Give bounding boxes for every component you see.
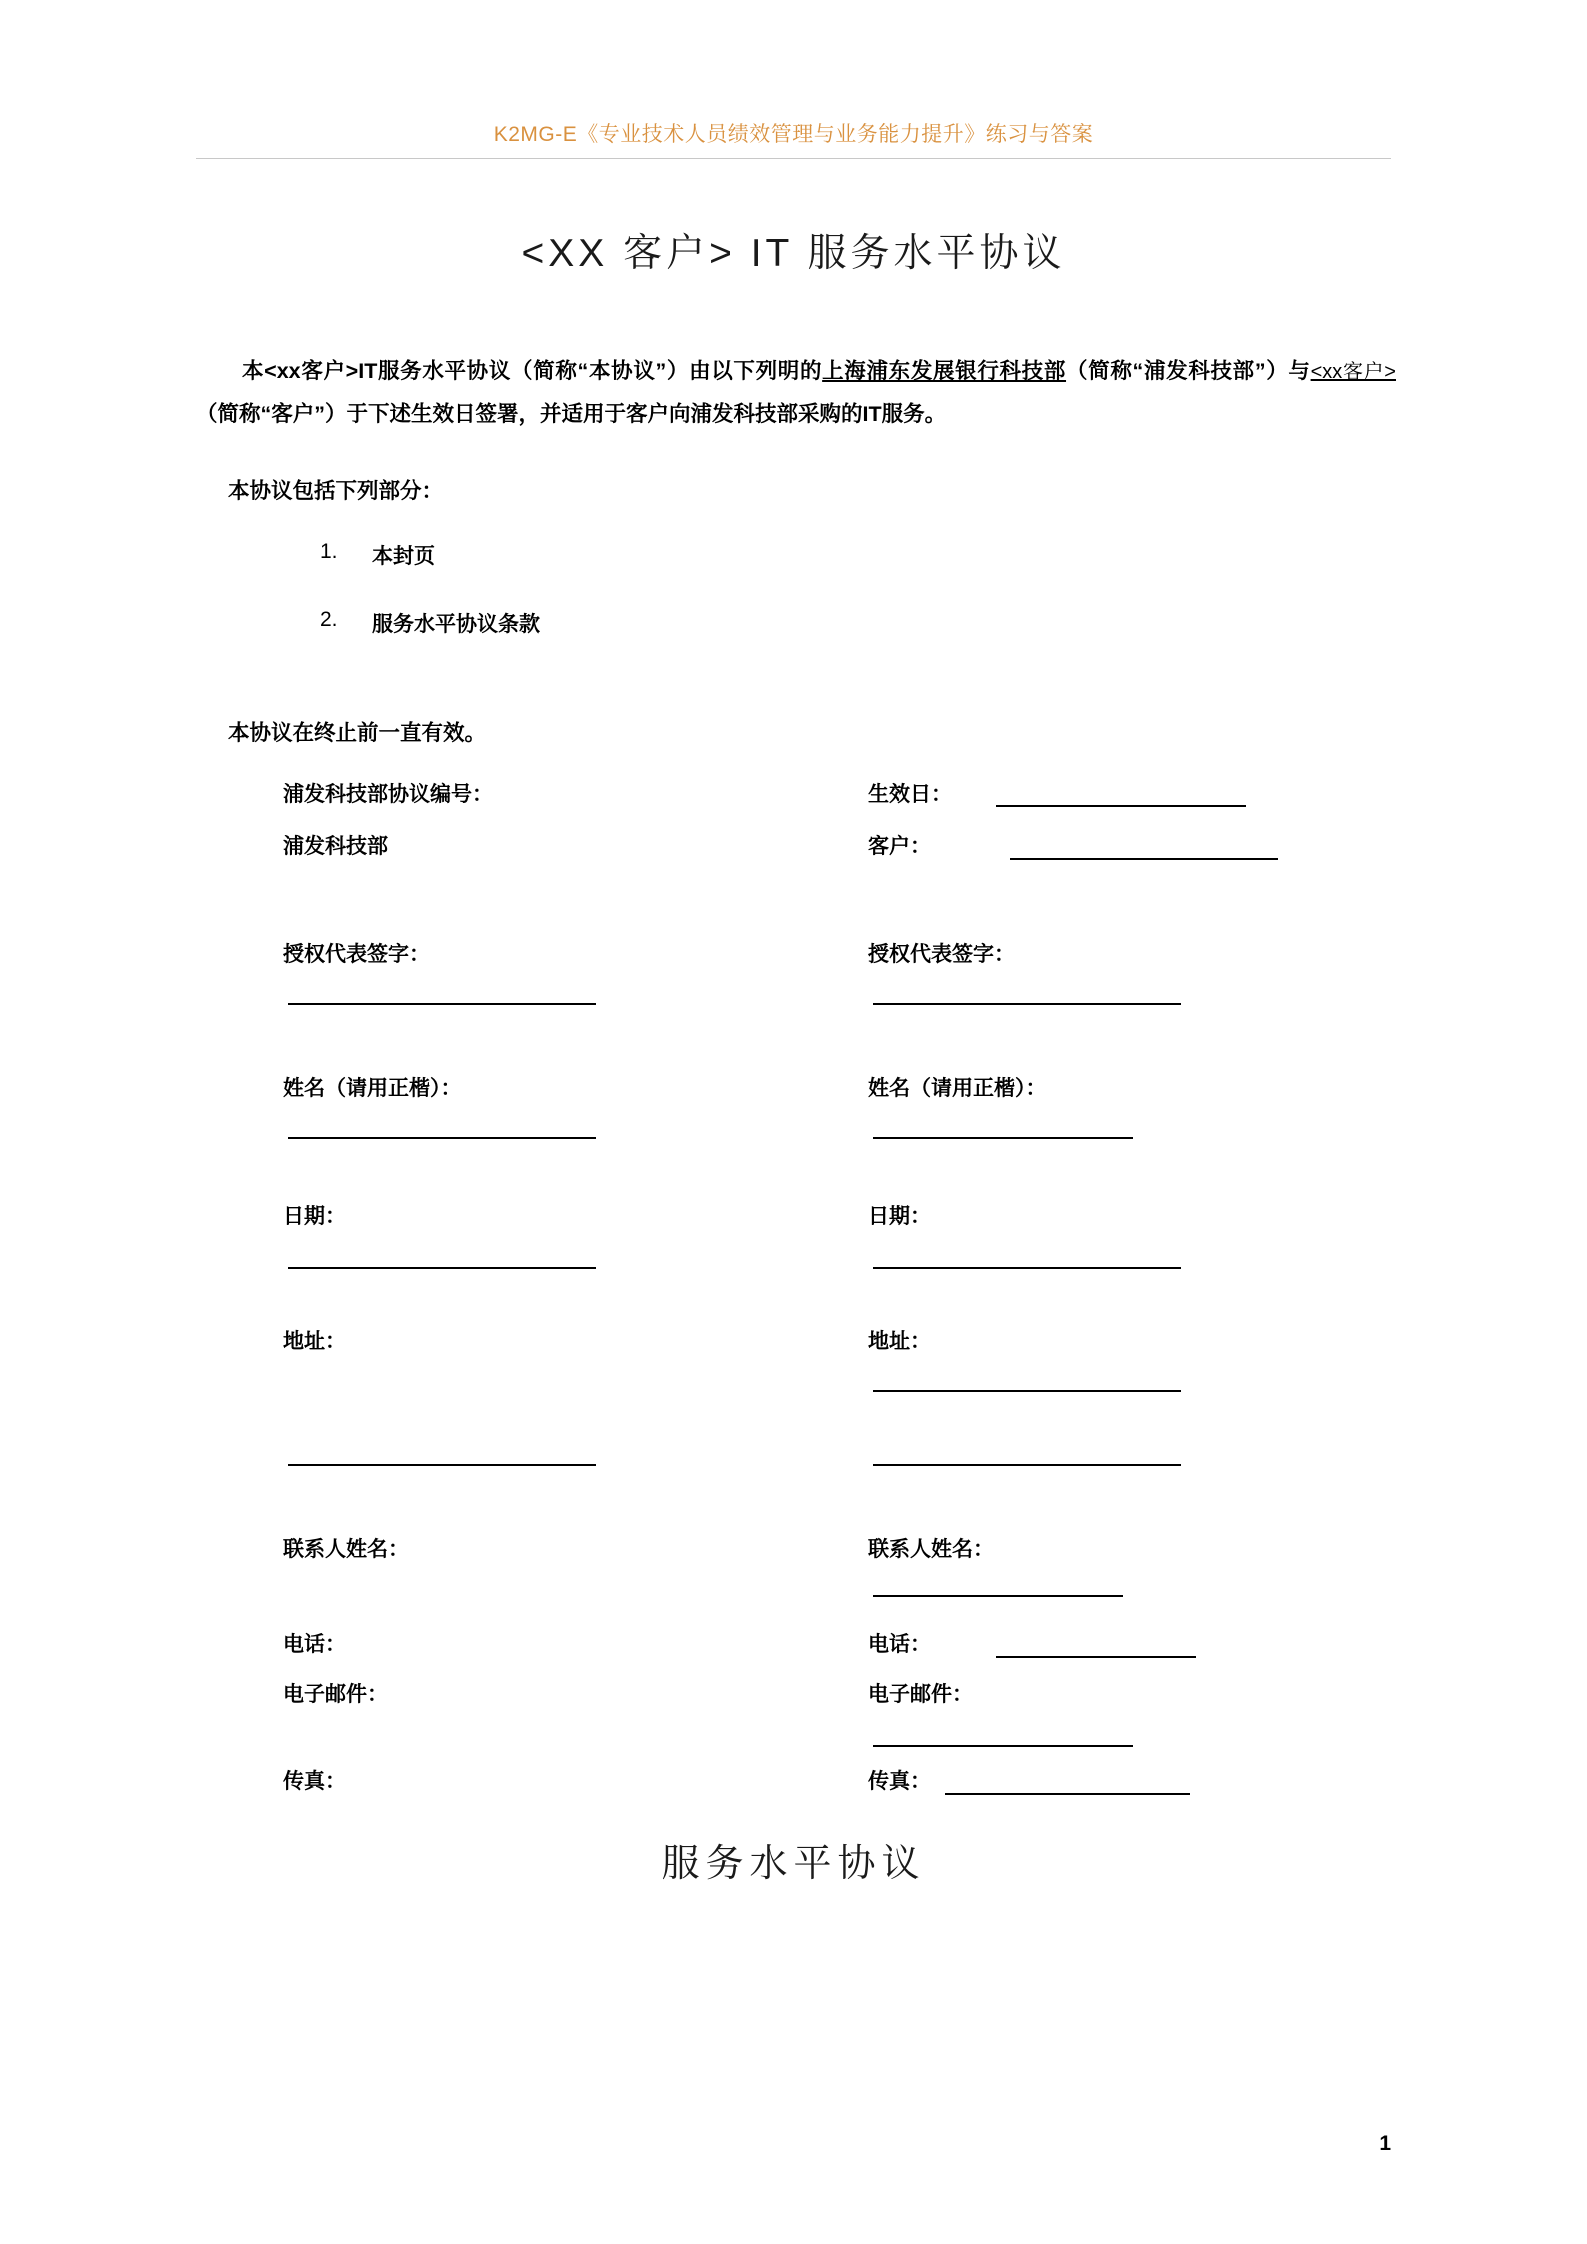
header-divider [196, 158, 1391, 159]
field-right-name-label: 姓名（请用正楷）： [868, 1077, 1047, 1100]
field-right-signature-line[interactable] [873, 1003, 1181, 1005]
field-right-fax-label: 传真： [868, 1770, 931, 1793]
field-left-fax-label: 传真： [283, 1770, 346, 1793]
field-left-contact-name-label: 联系人姓名： [283, 1538, 409, 1561]
field-right-phone-line[interactable] [996, 1656, 1196, 1658]
field-right-fax-line[interactable] [945, 1793, 1190, 1795]
field-left-signature-line[interactable] [288, 1003, 596, 1005]
document-header [196, 118, 1391, 148]
intro-text-2: （简称“浦发科技部”）与 [1066, 359, 1311, 383]
field-party-label: 浦发科技部 [283, 835, 388, 858]
field-customer-line[interactable] [1010, 858, 1278, 860]
footer-title: 服务水平协议 [661, 1843, 926, 1885]
field-right-email-line[interactable] [873, 1745, 1133, 1747]
field-right-address-label: 地址： [868, 1330, 931, 1353]
field-agreement-number-label: 浦发科技部协议编号： [283, 783, 493, 806]
field-right-address-line-2[interactable] [873, 1464, 1181, 1466]
list-item-2-number: 2. [320, 608, 338, 631]
validity-statement: 本协议在终止前一直有效。 [228, 721, 487, 745]
field-effective-date-line[interactable] [996, 805, 1246, 807]
field-right-date-label: 日期： [868, 1205, 931, 1228]
field-left-phone-label: 电话： [283, 1633, 346, 1656]
intro-paragraph [196, 350, 1396, 435]
intro-text-3: （简称“客户”）于下述生效日签署，并适用于客户向浦发科技部采购的IT服务。 [196, 402, 947, 426]
field-left-date-label: 日期： [283, 1205, 346, 1228]
field-right-phone-label: 电话： [868, 1633, 931, 1656]
list-item-1-number: 1. [320, 540, 338, 563]
bank-name: 上海浦东发展银行科技部 [822, 359, 1067, 383]
field-left-date-line[interactable] [288, 1267, 596, 1269]
field-right-contact-name-line[interactable] [873, 1595, 1123, 1597]
list-item-1-label: 本封页 [372, 545, 435, 568]
field-left-name-line[interactable] [288, 1137, 596, 1139]
intro-text-1: 本<xx客户>IT服务水平协议（简称“本协议”）由以下列明的 [242, 359, 823, 383]
field-left-email-label: 电子邮件： [283, 1683, 388, 1706]
field-left-address-label: 地址： [283, 1330, 346, 1353]
field-right-signature-label: 授权代表签字： [868, 943, 1015, 966]
field-right-name-line[interactable] [873, 1137, 1133, 1139]
field-right-address-line-1[interactable] [873, 1390, 1181, 1392]
field-left-address-line[interactable] [288, 1464, 596, 1466]
header-title: K2MG-E《专业技术人员绩效管理与业务能力提升》练习与答案 [493, 123, 1094, 146]
field-right-email-label: 电子邮件： [868, 1683, 973, 1706]
field-left-name-label: 姓名（请用正楷）： [283, 1077, 462, 1100]
field-customer-label: 客户： [868, 835, 931, 858]
field-right-contact-name-label: 联系人姓名： [868, 1538, 994, 1561]
list-item-2-label: 服务水平协议条款 [372, 613, 540, 636]
page-number: 1 [1379, 2132, 1391, 2155]
customer-placeholder: <xx客户> [1310, 361, 1396, 383]
field-left-signature-label: 授权代表签字： [283, 943, 430, 966]
field-effective-date-label: 生效日： [868, 783, 952, 806]
includes-label: 本协议包括下列部分： [228, 479, 444, 503]
page-title: <XX 客户> IT 服务水平协议 [521, 232, 1066, 275]
field-right-date-line[interactable] [873, 1267, 1181, 1269]
